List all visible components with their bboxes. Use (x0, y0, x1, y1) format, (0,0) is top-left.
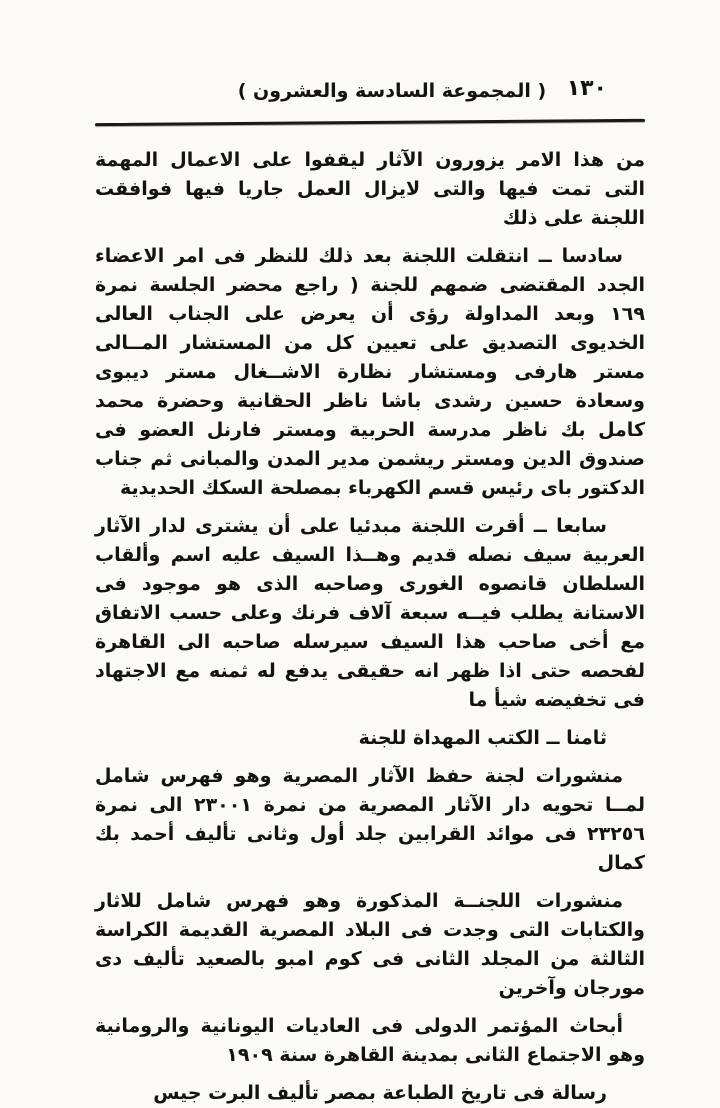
page-body (95, 146, 645, 1108)
page-header (95, 76, 645, 112)
collection-title: ( المجموعة السادسة والعشرون ) (237, 80, 547, 102)
paragraph-item-seventh: سابعا ــ أقرت اللجنة مبدئيا على أن يشترى لدار الآثار العربية سيف نصله قديم وهــذا السيف عليه اسم وألقاب السلطان قانصوه الغورى وصاحبه الذى هو موجود فى الاستانة يطلب فيــه سبعة آلاف فرنك وعلى حسب الاتفاق مع أخى صاحب هذا السيف سيرسله صاحبه الى القاهرة لفحصه حتى اذا ظهر انه حقيقى يدفع له ثمنه مع الاجتهاد فى تخفيضه شيأ ما (95, 515, 645, 711)
header-rule (95, 119, 645, 126)
paragraph-item-sixth: سادسا ــ انتقلت اللجنة بعد ذلك للنظر فى امر الاعضاء الجدد المقتضى ضمهم للجنة ( راجع محضر الجلسة نمرة ١٦٩ وبعد المداولة رؤى أن يعرض على الجناب العالى الخديوى التصديق على تعيين كل من المستشار المــالى مستر هارفى ومستشار نظارة الاشــغال مستر ديبوى وسعادة حسين رشدى باشا ناظر الحقانية وحضرة محمد كامل بك ناظر مدرسة الحربية ومستر فارنل العضو فى صندوق الدين ومستر ريشمن مدير المدن والمبانى ثم جناب الدكتور باى رئيس قسم الكهرباء بمصلحة السكك الحديدية (95, 245, 645, 499)
book-list-item: أبحاث المؤتمر الدولى فى العاديات اليونانية والرومانية وهو الاجتماع الثانى بمدينة القاهرة سنة ١٩٠٩ (95, 1015, 645, 1066)
book-list-item: منشورات لجنة حفظ الآثار المصرية وهو فهرس شامل لمــا تحويه دار الآثار المصرية من نمرة ٢٣٠٠١ الى نمرة ٢٣٢٥٦ فى موائد القرابين جلد أول وثانى تأليف أحمد بك كمال (95, 765, 645, 874)
paragraph-continuation: من هذا الامر يزورون الآثار ليقفوا على الاعمال المهمة التى تمت فيها والتى لايزال العمل جاريا فيها فوافقت اللجنة على ذلك (95, 149, 645, 229)
page-number: ١٣٠ (566, 76, 607, 101)
book-list-item: رسالة فى تاريخ الطباعة بمصر تأليف البرت جيس (153, 1082, 607, 1104)
book-list-item: منشورات اللجنــة المذكورة وهو فهرس شامل للاثار والكتابات التى وجدت فى البلاد المصرية القديمة الكراسة الثالثة من المجلد الثانى فى كوم امبو بالصعيد تأليف دى مورجان وآخرين (95, 890, 645, 999)
paragraph-item-eighth-heading: ثامنا ــ الكتب المهداة للجنة (358, 727, 607, 749)
